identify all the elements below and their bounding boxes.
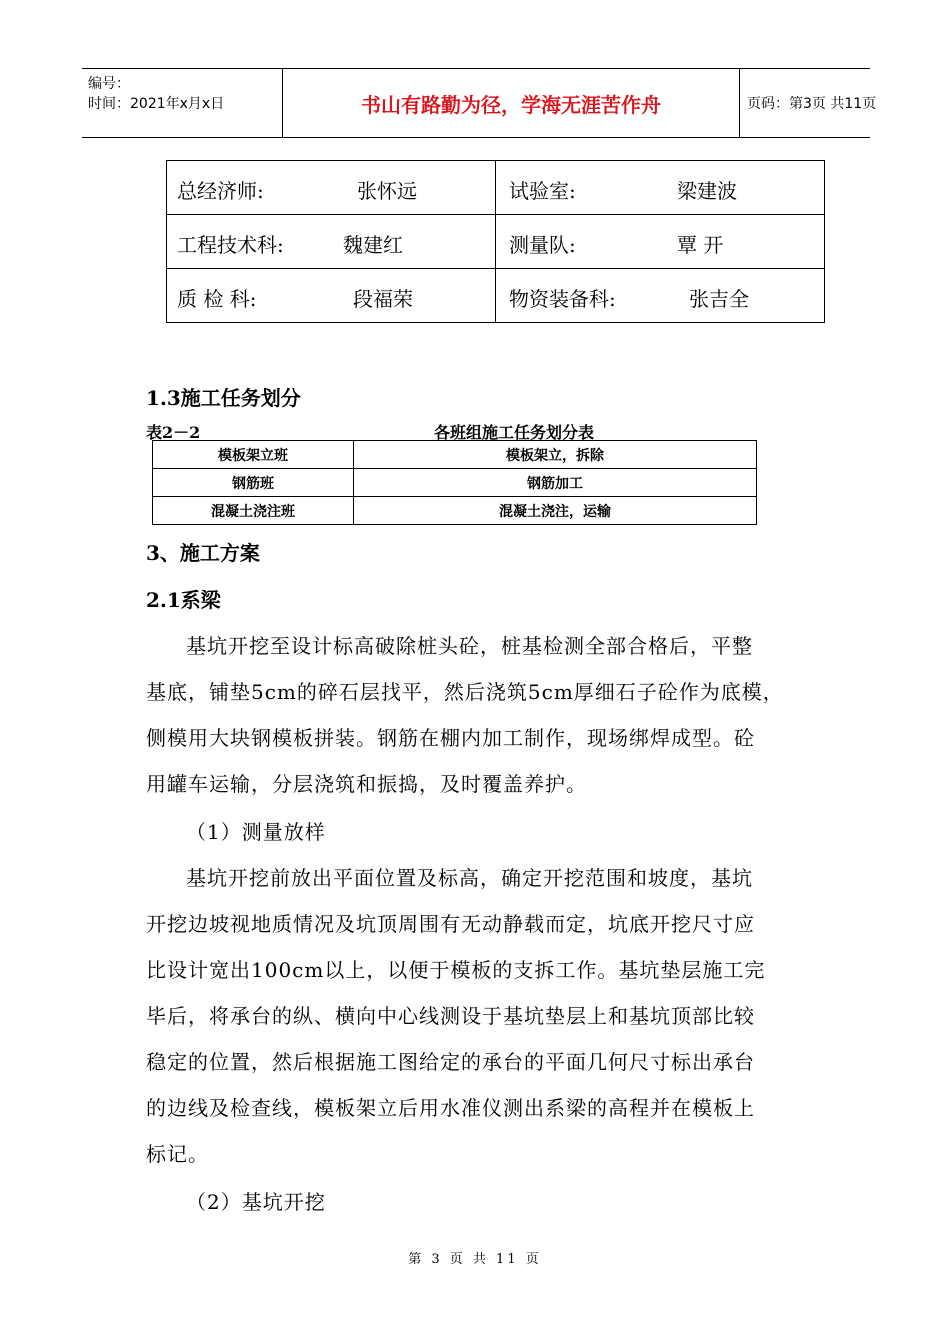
paragraph-line: 用罐车运输，分层浇筑和振捣，及时覆盖养护。 — [146, 772, 587, 796]
role-cell: 质 检 科: — [177, 287, 257, 311]
table-label: 表2－2 — [146, 423, 201, 442]
role-cell: 试验室: — [509, 179, 576, 203]
section-heading-3: 3、施工方案 — [146, 541, 260, 565]
table-row — [167, 269, 825, 323]
name-cell: 段福荣 — [353, 287, 413, 311]
page-footer: 第 3 页 共 11 页 — [408, 1252, 542, 1267]
team-cell: 混凝土浇注班 — [153, 497, 354, 525]
name-cell: 张吉全 — [689, 287, 749, 311]
name-cell: 梁建波 — [677, 179, 737, 203]
header-page-info: 页码：第3页 共11页 — [747, 96, 877, 112]
table-row — [153, 497, 757, 525]
paragraph-line: 基坑开挖前放出平面位置及标高，确定开挖范围和坡度，基坑 — [186, 866, 753, 890]
name-cell: 张怀远 — [357, 179, 417, 203]
number-label: 编号： — [88, 76, 130, 92]
task-table — [152, 440, 757, 525]
name-cell: 魏建红 — [343, 233, 403, 257]
header-meta — [82, 69, 282, 137]
paragraph-line: 侧模用大块钢模板拼装。钢筋在棚内加工制作，现场绑焊成型。砼 — [146, 726, 755, 750]
paragraph-line: 开挖边坡视地质情况及坑顶周围有无动静载而定，坑底开挖尺寸应 — [146, 912, 755, 936]
task-cell: 钢筋加工 — [354, 469, 757, 497]
task-cell: 模板架立，拆除 — [354, 441, 757, 469]
table-title: 各班组施工任务划分表 — [434, 423, 595, 442]
paragraph-line: 标记。 — [146, 1142, 209, 1166]
table-row — [167, 215, 825, 269]
role-cell: 工程技术科: — [177, 233, 284, 257]
paragraph-line: 毕后，将承台的纵、横向中心线测设于基坑垫层上和基坑顶部比较 — [146, 1004, 755, 1028]
header-motto: 书山有路勤为径，学海无涯苦作舟 — [282, 69, 740, 137]
team-cell: 钢筋班 — [153, 469, 354, 497]
subheading-excavation: （2）基坑开挖 — [186, 1190, 326, 1214]
role-cell: 测量队: — [509, 233, 576, 257]
section-heading-2-1: 2.1系梁 — [146, 588, 221, 612]
paragraph-line: 稳定的位置，然后根据施工图给定的承台的平面几何尺寸标出承台 — [146, 1050, 755, 1074]
paragraph-line: 基坑开挖至设计标高破除桩头砼，桩基检测全部合格后，平整 — [186, 634, 753, 658]
staff-table — [166, 160, 825, 323]
role-cell: 物资装备科: — [509, 287, 616, 311]
name-cell: 覃 开 — [677, 233, 724, 257]
paragraph-line: 的边线及检查线，模板架立后用水准仪测出系梁的高程并在模板上 — [146, 1096, 755, 1120]
table-row — [167, 161, 825, 215]
role-cell: 总经济师: — [177, 179, 264, 203]
paragraph-line: 比设计宽出100cm以上，以便于模板的支拆工作。基坑垫层施工完 — [146, 958, 766, 982]
subheading-survey: （1）测量放样 — [186, 820, 326, 844]
section-heading-1-3: 1.3施工任务划分 — [146, 386, 301, 410]
table-row — [153, 469, 757, 497]
date-label: 时间：2021年x月x日 — [88, 96, 225, 112]
paragraph-line: 基底，铺垫5cm的碎石层找平，然后浇筑5cm厚细石子砼作为底模， — [146, 680, 784, 704]
task-cell: 混凝土浇注，运输 — [354, 497, 757, 525]
team-cell: 模板架立班 — [153, 441, 354, 469]
table-row — [153, 441, 757, 469]
page-header — [82, 68, 877, 138]
